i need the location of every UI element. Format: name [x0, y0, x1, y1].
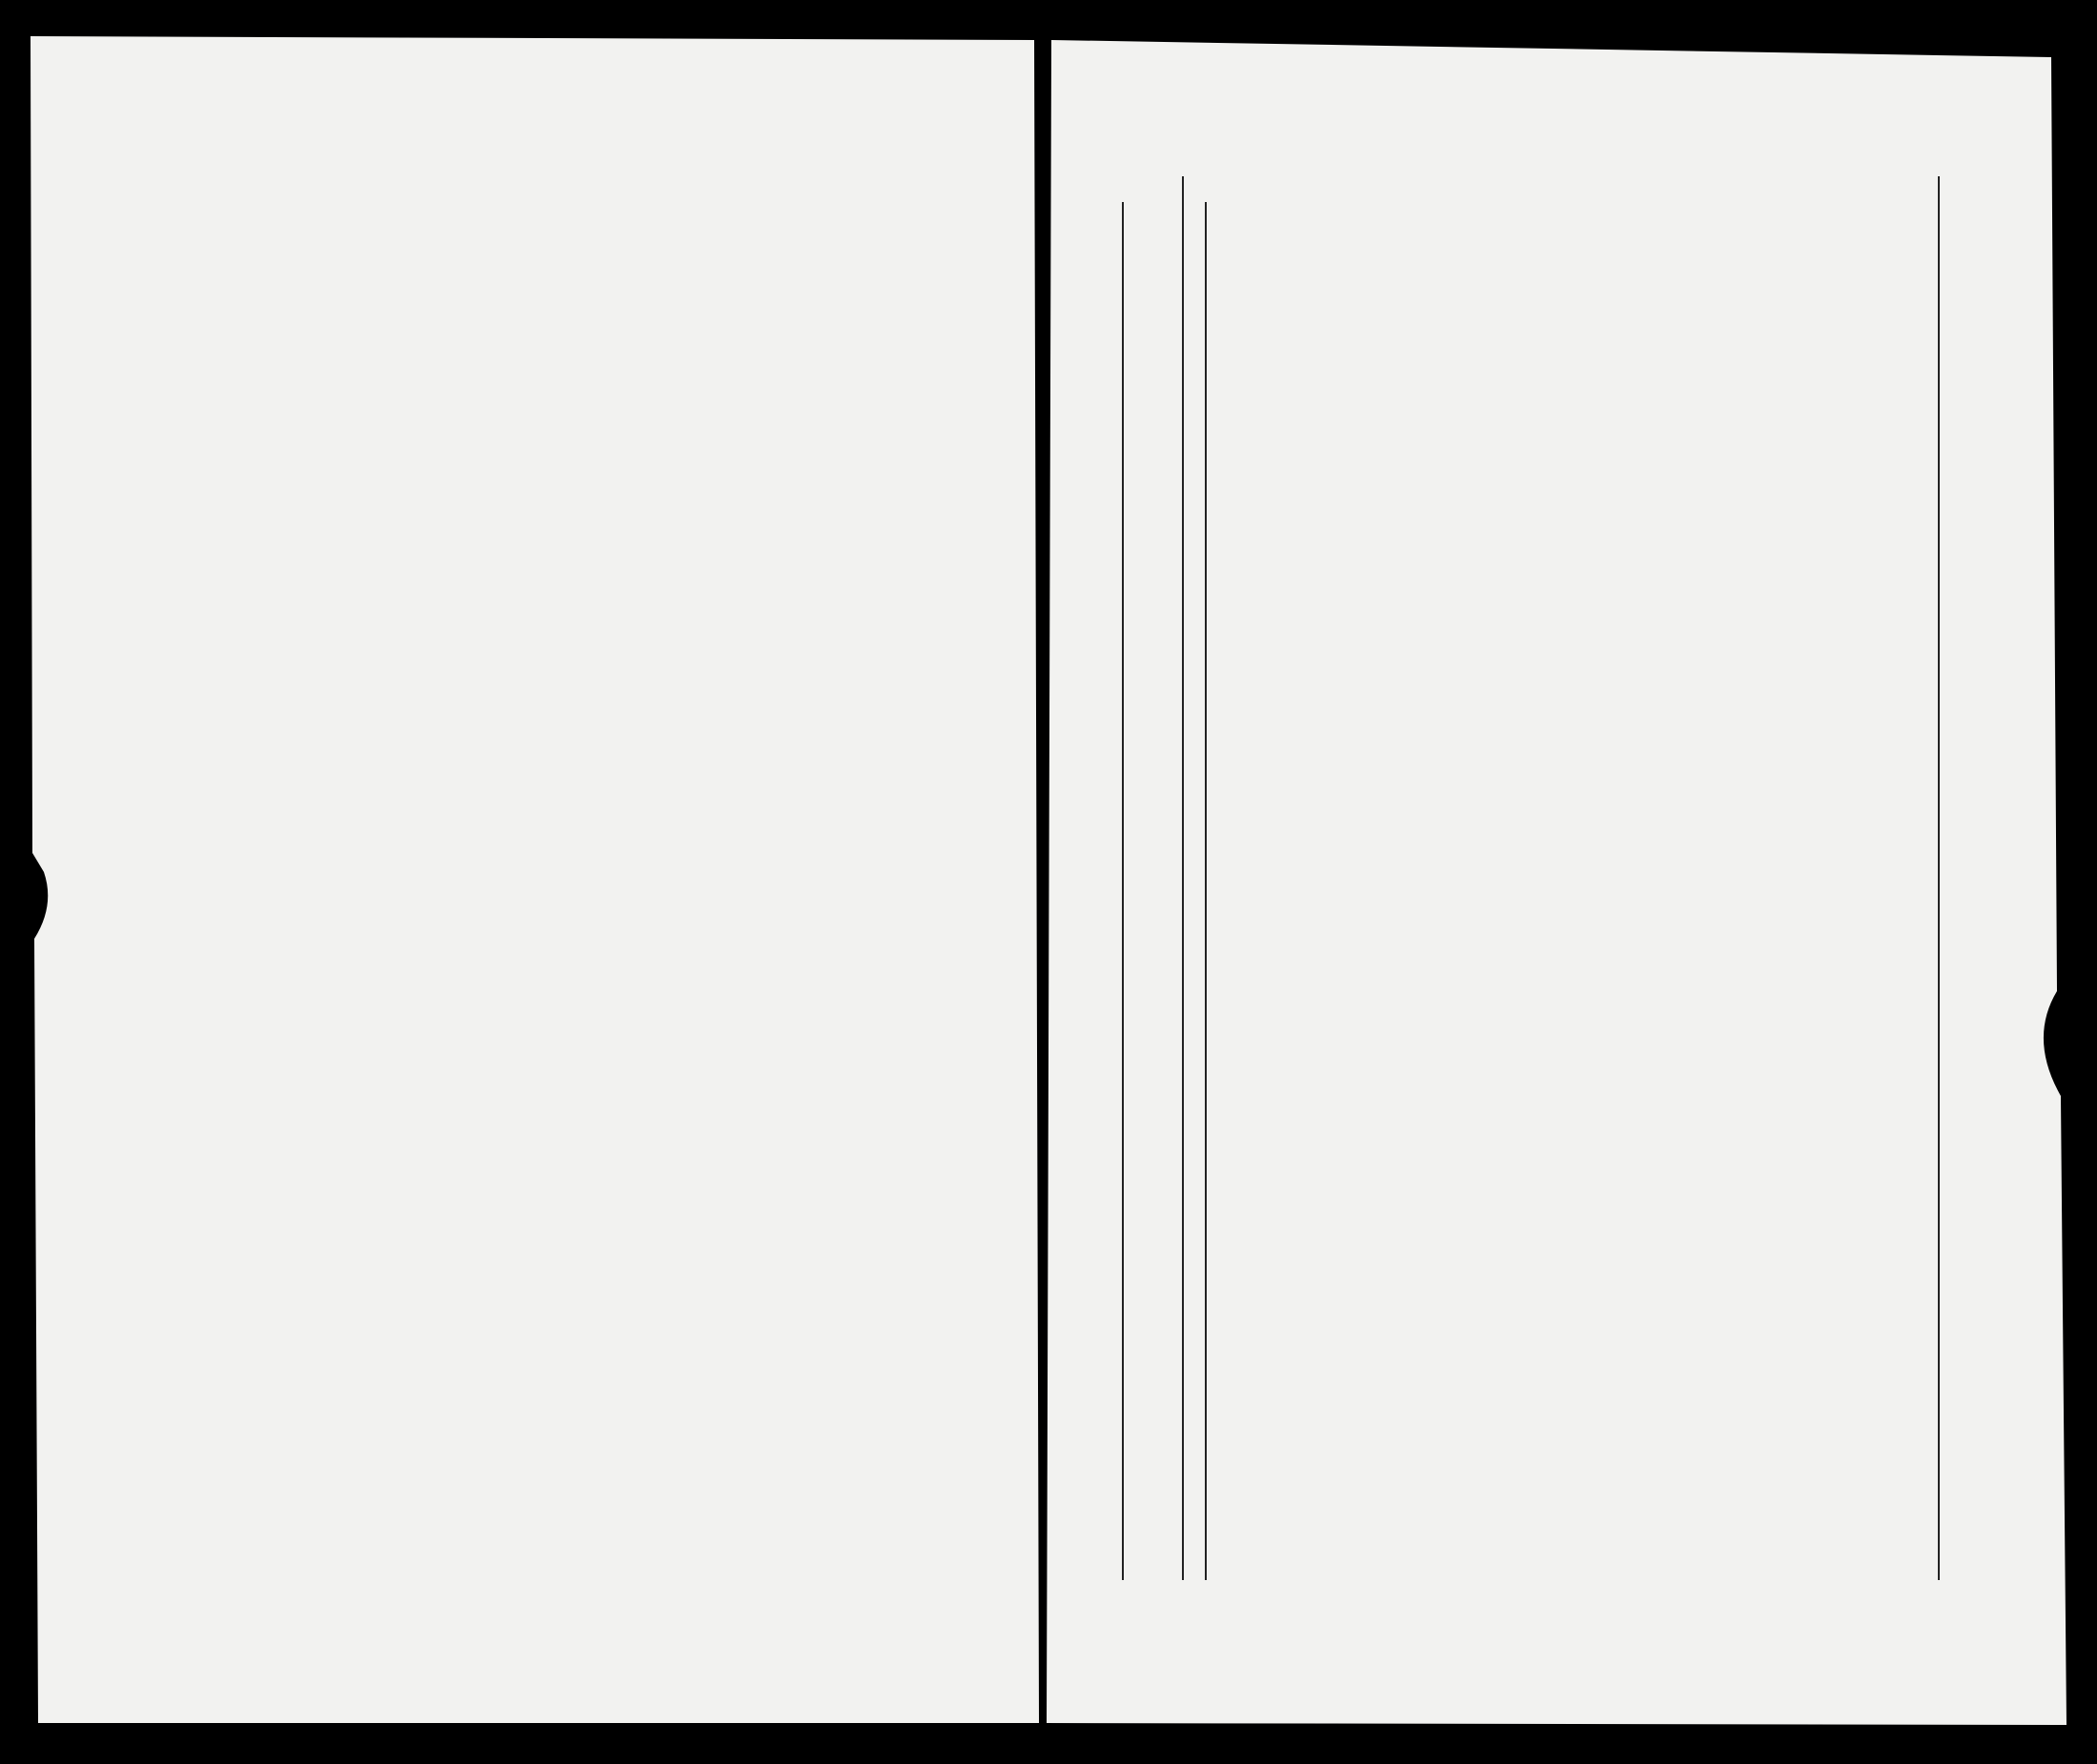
- right-page: [1047, 40, 2066, 1725]
- left-page: [31, 36, 1039, 1723]
